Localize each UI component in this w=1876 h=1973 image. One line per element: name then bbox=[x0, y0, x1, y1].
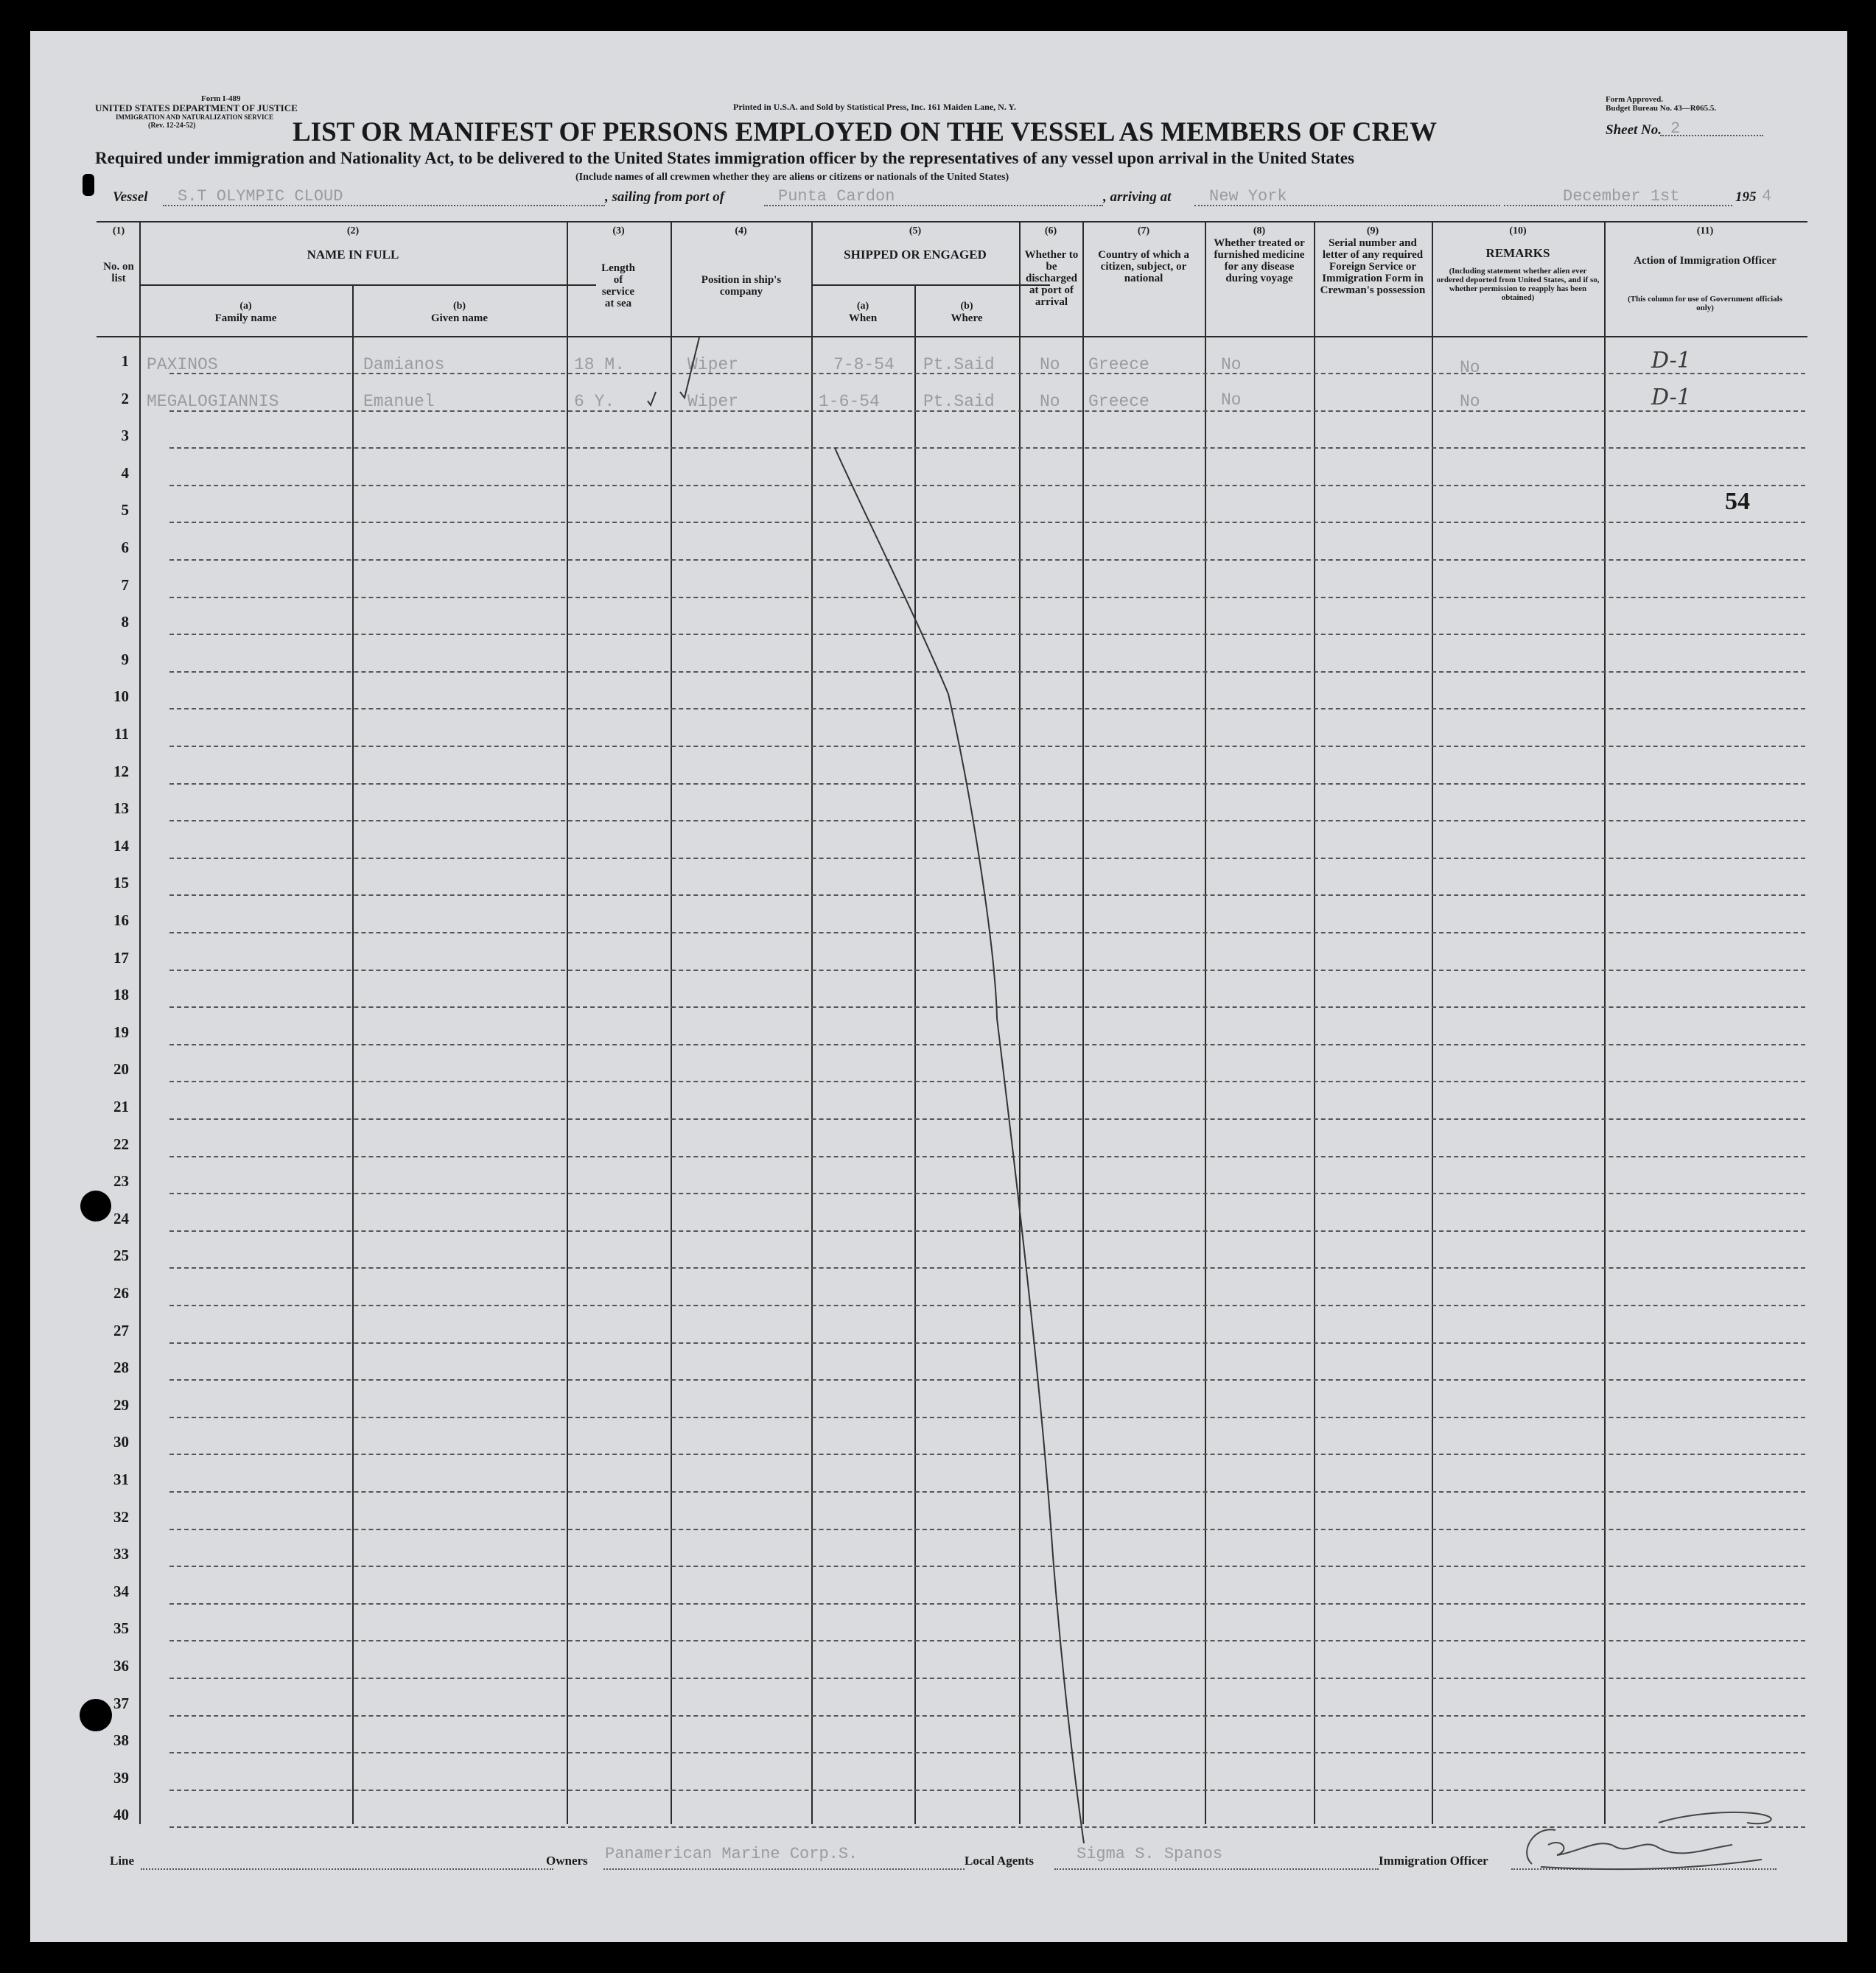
col10-number: (10) bbox=[1509, 225, 1527, 236]
row-number: 4 bbox=[121, 464, 129, 482]
officer-label: Immigration Officer bbox=[1379, 1854, 1488, 1868]
row-number: 9 bbox=[121, 651, 129, 668]
owners-label: Owners bbox=[546, 1854, 588, 1868]
col-divider bbox=[1205, 221, 1206, 1824]
col2a-number: (a) bbox=[239, 301, 252, 312]
row-number: 10 bbox=[113, 687, 129, 705]
row-number: 18 bbox=[113, 986, 129, 1003]
sheet-label: Sheet No. bbox=[1606, 122, 1662, 138]
service-length: 6 Y. bbox=[574, 392, 615, 411]
owners-value: Panamerican Marine Corp.S. bbox=[605, 1845, 858, 1863]
row-number: 1 bbox=[121, 352, 129, 370]
form-title: LIST OR MANIFEST OF PERSONS EMPLOYED ON THE VESSEL AS MEMBERS OF CREW bbox=[293, 117, 1437, 147]
department: UNITED STATES DEPARTMENT OF JUSTICE bbox=[95, 102, 298, 113]
year-prefix: 195 bbox=[1735, 189, 1757, 205]
col3-header: Length of service at sea bbox=[601, 262, 635, 309]
row-number: 24 bbox=[113, 1210, 129, 1227]
form-note: (Include names of all crewmen whether they are aliens or citizens or nationals of the United States) bbox=[575, 172, 1009, 183]
col9-number: (9) bbox=[1366, 225, 1379, 236]
given-name: Damianos bbox=[363, 355, 445, 374]
agents-field bbox=[1054, 1868, 1379, 1870]
shipped-where: Pt.Said bbox=[923, 355, 995, 374]
row-number: 7 bbox=[121, 576, 129, 594]
officer-action: D-1 bbox=[1651, 385, 1691, 410]
row-number: 13 bbox=[113, 799, 129, 817]
col7-header: Country of which a citizen, subject, or national bbox=[1098, 249, 1189, 284]
country: Greece bbox=[1088, 392, 1149, 411]
row-number: 17 bbox=[113, 949, 129, 967]
row-number: 14 bbox=[113, 837, 129, 855]
col6-number: (6) bbox=[1044, 225, 1057, 236]
year-suffix: 4 bbox=[1762, 187, 1772, 206]
officer-signature bbox=[1511, 1808, 1777, 1874]
arriving-port: New York bbox=[1209, 187, 1287, 206]
discharged: No bbox=[1040, 355, 1060, 374]
row-number: 33 bbox=[113, 1545, 129, 1563]
row-number: 38 bbox=[113, 1731, 129, 1749]
col-divider bbox=[139, 221, 141, 1824]
officer-action: D-1 bbox=[1651, 348, 1691, 374]
col10-note: (Including statement whether alien ever ordered deported from United States, and if so, whether permission to reapply has been obtained) bbox=[1436, 267, 1600, 302]
row-number: 32 bbox=[113, 1508, 129, 1526]
arrival-date: December 1st bbox=[1563, 187, 1680, 206]
form-number: Form I-489 bbox=[201, 94, 241, 103]
row-number: 31 bbox=[113, 1471, 129, 1488]
owners-field bbox=[603, 1868, 965, 1870]
row-number: 39 bbox=[113, 1769, 129, 1787]
row-number: 16 bbox=[113, 911, 129, 929]
col-divider bbox=[671, 221, 672, 1824]
col11-header: Action of Immigration Officer bbox=[1634, 255, 1777, 267]
row-number: 36 bbox=[113, 1657, 129, 1675]
printer-line: Printed in U.S.A. and Sold by Statistical Press, Inc. 161 Maiden Lane, N. Y. bbox=[733, 102, 1016, 112]
shipped-sub-rule bbox=[811, 284, 1050, 286]
country: Greece bbox=[1088, 355, 1149, 374]
position: Wiper bbox=[687, 392, 739, 411]
row-number: 21 bbox=[113, 1098, 129, 1115]
row-number: 12 bbox=[113, 763, 129, 780]
ink-blot bbox=[83, 174, 94, 196]
sheet-number: 2 bbox=[1670, 119, 1681, 138]
shipped-where: Pt.Said bbox=[923, 392, 995, 411]
remarks: No bbox=[1460, 358, 1480, 377]
row-number: 28 bbox=[113, 1359, 129, 1376]
col8-number: (8) bbox=[1253, 225, 1266, 236]
row-number: 23 bbox=[113, 1172, 129, 1190]
vessel-name: S.T OLYMPIC CLOUD bbox=[178, 187, 343, 206]
col8-header: Whether treated or furnished medicine for any disease during voyage bbox=[1214, 237, 1305, 284]
col5a-number: (a) bbox=[856, 301, 869, 312]
row-number: 22 bbox=[113, 1135, 129, 1153]
col4-number: (4) bbox=[735, 225, 747, 236]
col2-number: (2) bbox=[346, 225, 360, 236]
position: Wiper bbox=[687, 355, 739, 374]
col10-header: REMARKS bbox=[1485, 246, 1550, 260]
col2b-header: Given name bbox=[430, 312, 489, 324]
sailing-label: , sailing from port of bbox=[605, 189, 725, 205]
col6-header: Whether to be discharged at port of arrival bbox=[1024, 249, 1079, 308]
row-number: 11 bbox=[114, 725, 129, 743]
row-number: 5 bbox=[121, 501, 129, 519]
col2b-number: (b) bbox=[452, 301, 466, 312]
budget-bureau: Budget Bureau No. 43—R065.5. bbox=[1606, 104, 1717, 113]
col3-number: (3) bbox=[612, 225, 625, 236]
shipped-when: 7-8-54 bbox=[833, 355, 895, 374]
given-name: Emanuel bbox=[363, 392, 435, 411]
col-divider bbox=[352, 284, 354, 1824]
shipped-when: 1-6-54 bbox=[819, 392, 880, 411]
col2-header: NAME IN FULL bbox=[307, 248, 399, 262]
service-length: 18 M. bbox=[574, 355, 626, 374]
row-number: 40 bbox=[113, 1806, 129, 1823]
row-number: 2 bbox=[121, 390, 129, 407]
col-divider bbox=[1314, 221, 1315, 1824]
col-divider bbox=[567, 221, 568, 1824]
col5-header: SHIPPED OR ENGAGED bbox=[844, 248, 987, 262]
agents-label: Local Agents bbox=[965, 1854, 1034, 1868]
row-number: 34 bbox=[113, 1583, 129, 1600]
treated: No bbox=[1221, 355, 1242, 374]
col4-header: Position in ship's company bbox=[701, 274, 782, 298]
sailing-port: Punta Cardon bbox=[778, 187, 895, 206]
col1-header: No. on list bbox=[103, 261, 134, 284]
row-number: 15 bbox=[113, 874, 129, 891]
col-divider bbox=[1432, 221, 1433, 1824]
name-sub-rule bbox=[139, 284, 596, 286]
agents-value: Sigma S. Spanos bbox=[1077, 1845, 1223, 1863]
treated: No bbox=[1221, 390, 1242, 410]
form-subtitle: Required under immigration and Nationality Act, to be delivered to the United States immigration officer by the representatives of any vessel upon arrival in the United States bbox=[95, 149, 1354, 167]
punch-hole bbox=[80, 1699, 112, 1731]
manifest-sheet bbox=[30, 31, 1847, 1942]
table-top-rule bbox=[97, 221, 1807, 222]
pencil-mark bbox=[804, 407, 1113, 1858]
side-number: 54 bbox=[1725, 488, 1750, 515]
row-number: 25 bbox=[113, 1247, 129, 1264]
row-number: 35 bbox=[113, 1619, 129, 1637]
row-number: 19 bbox=[113, 1023, 129, 1041]
service: IMMIGRATION AND NATURALIZATION SERVICE bbox=[116, 113, 273, 121]
col5-number: (5) bbox=[909, 225, 922, 236]
revision: (Rev. 12-24-52) bbox=[148, 122, 196, 130]
form-approved: Form Approved. bbox=[1606, 95, 1664, 104]
col5a-header: When bbox=[848, 312, 878, 324]
arriving-label: , arriving at bbox=[1103, 189, 1172, 205]
check-mark-icon bbox=[646, 390, 658, 408]
row-number: 26 bbox=[113, 1284, 129, 1302]
line-field bbox=[141, 1868, 553, 1870]
family-name: PAXINOS bbox=[147, 355, 218, 374]
row-number: 3 bbox=[121, 427, 129, 444]
row-number: 8 bbox=[121, 613, 129, 631]
col9-header: Serial number and letter of any required Foreign Service or Immigration Form in Crewman's possession bbox=[1320, 237, 1426, 296]
col-divider bbox=[1604, 221, 1606, 1824]
row-number: 27 bbox=[113, 1322, 129, 1339]
discharged: No bbox=[1040, 392, 1060, 411]
col11-note: (This column for use of Government officials only) bbox=[1627, 295, 1782, 312]
row-number: 37 bbox=[113, 1695, 129, 1712]
remarks: No bbox=[1460, 392, 1480, 411]
col2a-header: Family name bbox=[214, 312, 277, 324]
col7-number: (7) bbox=[1137, 225, 1150, 236]
check-mark-icon bbox=[679, 333, 708, 407]
row-number: 29 bbox=[113, 1396, 129, 1414]
col1-number: (1) bbox=[112, 225, 125, 236]
row-number: 20 bbox=[113, 1060, 129, 1078]
family-name: MEGALOGIANNIS bbox=[147, 392, 279, 411]
col5b-header: Where bbox=[951, 312, 983, 324]
col5b-number: (b) bbox=[960, 301, 973, 312]
punch-hole bbox=[80, 1191, 111, 1222]
col11-number: (11) bbox=[1696, 225, 1714, 236]
row-number: 30 bbox=[113, 1433, 129, 1451]
row-number: 6 bbox=[121, 539, 129, 556]
vessel-label: Vessel bbox=[113, 189, 148, 205]
line-label: Line bbox=[110, 1854, 135, 1868]
